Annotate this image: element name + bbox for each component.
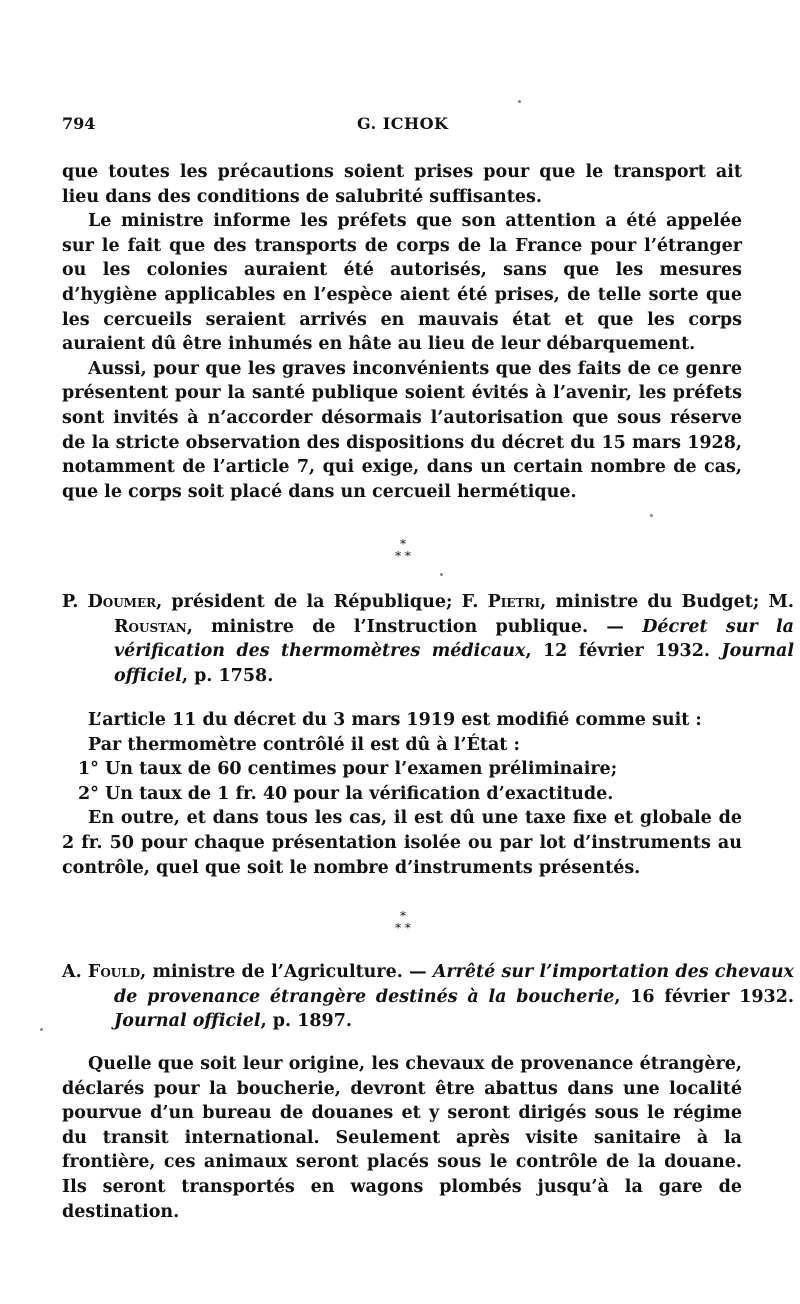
asterism-2 <box>383 910 423 934</box>
running-head: G. ICHOK <box>357 114 449 133</box>
asterism-1 <box>383 538 423 562</box>
entry-role-2: , ministre du Budget; M. <box>540 592 794 612</box>
scan-speck <box>518 100 521 103</box>
entry-journal: Journal officiel <box>114 641 794 686</box>
section-3 <box>62 1052 742 1224</box>
entry2-author: A. Fould <box>62 962 141 982</box>
entry-author-3: Roustan <box>114 616 187 637</box>
entry-author-1: P. Doumer <box>62 592 157 612</box>
scan-speck <box>40 1028 43 1031</box>
paragraph-thermometer: Par thermomètre contrôlé il est dû à l’État : <box>88 734 520 755</box>
entry-page: , p. 1758. <box>181 665 274 686</box>
paragraph-article: L’article 11 du décret du 3 mars 1919 est modifié comme suit : <box>88 710 702 730</box>
list-item-2: 2° Un taux de 1 fr. 40 pour la vérification d’exactitude. <box>78 783 614 804</box>
entry-role-1: , président de la République; F. <box>156 592 488 612</box>
paragraph-horses: Quelle que soit leur origine, les chevaux de provenance étrangère, déclarés pour la boucherie, devront être abattus dans une localité pourvue d’un bureau de douanes et y seront dirigés sous le régime du transit international. Seulement après visite sanitaire à la frontière, ces animaux seront placés sous le contrôle de la douane. Ils seront transportés en wagons plombés jusqu’à la gare de destination. <box>62 1054 742 1222</box>
scan-speck <box>650 514 653 517</box>
entry-title: Décret sur la vérification des thermomètres médicaux <box>114 616 794 662</box>
page-number: 794 <box>62 114 96 133</box>
entry2-journal: Journal officiel <box>114 1011 261 1032</box>
paragraph-2: Le ministre informe les préfets que son attention a été appelée sur le fait que des transports de corps de la France pour l’étranger ou les colonies auraient été autorisés, sans que les mesures d’hygiène applicables en l’espèce aient été prises, de telle sorte que les cercueils seraient arrivés en mauvais état et que les corps auraient dû être inhumés en hâte au lieu de leur débarquement. <box>62 211 742 355</box>
entry-date: , 12 février 1932. <box>525 641 722 662</box>
paragraph-1: que toutes les précautions soient prises pour que le transport ait lieu dans des conditions de salubrité suffisantes. <box>62 162 742 207</box>
entry2-title: Arrêté sur l’importation des chevaux de provenance étrangère destinés à la boucherie <box>114 962 794 1007</box>
scan-speck <box>440 573 443 576</box>
paragraph-3: Aussi, pour que les graves inconvénients que des faits de ce genre présentent pour la santé publique soient évités à l’avenir, les préfets sont invités à n’accorder désormais l’autorisation que sous réserve de la stricte observation des dispositions du décret du 15 mars 1928, notamment de l’article 7, qui exige, dans un certain nombre de cas, que le corps soit placé dans un cercueil hermétique. <box>62 358 742 502</box>
section-1 <box>62 160 742 504</box>
entry2-page: , p. 1897. <box>260 1011 352 1032</box>
asterism-top: * <box>400 909 406 923</box>
entry-author-2: Pietri <box>487 592 541 612</box>
paragraph-tax: En outre, et dans tous les cas, il est dû une taxe fixe et globale de 2 fr. 50 pour chaque présentation isolée ou par lot d’instruments au contrôle, quel que soit le nombre d’instruments présentés. <box>62 808 742 878</box>
entry-role-3: , ministre de l’Instruction publique. — <box>186 616 643 637</box>
entry2-date: , 16 février 1932. <box>614 986 795 1007</box>
asterism-bottom: * * <box>395 549 411 563</box>
asterism-bottom: * * <box>395 921 411 935</box>
arrete-entry <box>62 960 794 1034</box>
entry2-role: , ministre de l’Agriculture. — <box>140 962 433 982</box>
asterism-top: * <box>400 537 406 551</box>
list-item-1: 1° Un taux de 60 centimes pour l’examen préliminaire; <box>78 759 618 780</box>
section-2 <box>62 708 742 880</box>
page-header <box>62 114 742 140</box>
decree-entry <box>62 590 794 688</box>
